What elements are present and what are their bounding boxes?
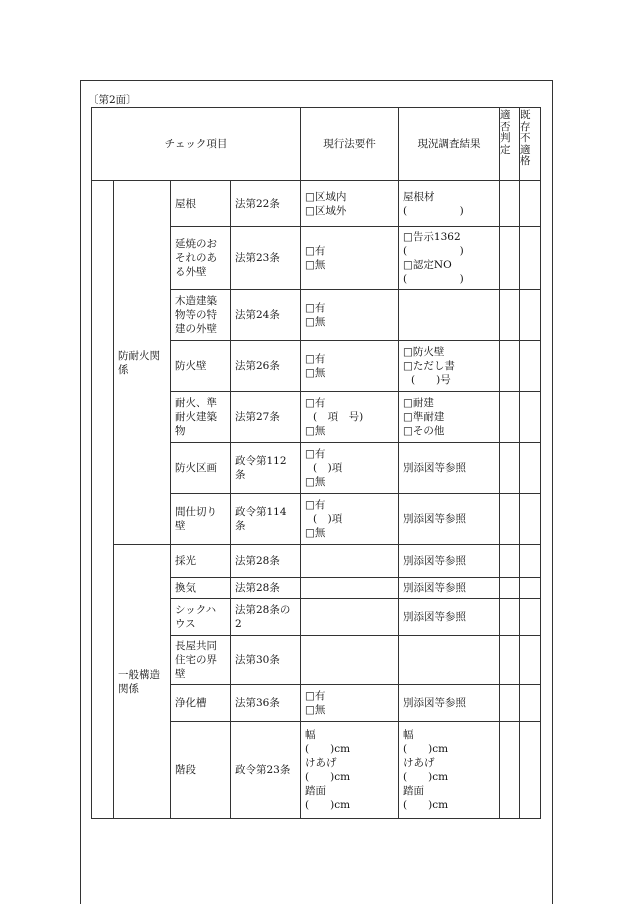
header-existing: 既存不適格 — [520, 108, 541, 181]
survey-result — [399, 494, 500, 545]
survey-result — [399, 636, 500, 685]
section-fire: 防耐火関係 — [114, 181, 171, 545]
cell-line: ( ) — [403, 204, 464, 217]
cell-line: 別添図等参照 — [403, 555, 466, 567]
cell-line: □無 — [305, 704, 326, 716]
existing-cell[interactable] — [520, 636, 541, 685]
legal-requirement — [301, 181, 399, 227]
check-row — [92, 181, 541, 227]
check-row — [92, 545, 541, 578]
judgment-cell[interactable] — [500, 599, 520, 636]
cell-line: □有 — [305, 302, 326, 314]
header-survey: 現況調査結果 — [399, 108, 500, 181]
check-item: 間仕切り壁 — [171, 494, 231, 545]
existing-cell[interactable] — [520, 685, 541, 722]
survey-result — [399, 392, 500, 443]
law-article: 法第23条 — [231, 227, 301, 290]
cell-line: けあげ — [305, 757, 337, 769]
judgment-cell[interactable] — [500, 443, 520, 494]
header-legal: 現行法要件 — [301, 108, 399, 181]
legal-requirement — [301, 443, 399, 494]
check-item: 防火区画 — [171, 443, 231, 494]
survey-result — [399, 685, 500, 722]
law-article: 政令第114条 — [231, 494, 301, 545]
law-article: 法第22条 — [231, 181, 301, 227]
legal-requirement — [301, 685, 399, 722]
check-item: 防火壁 — [171, 341, 231, 392]
legal-requirement — [301, 494, 399, 545]
cell-line: ( ) — [403, 245, 464, 257]
survey-result — [399, 290, 500, 341]
existing-cell[interactable] — [520, 227, 541, 290]
survey-result — [399, 722, 500, 819]
check-item: 長屋共同住宅の界壁 — [171, 636, 231, 685]
legal-requirement — [301, 341, 399, 392]
cell-line: ( )cm — [305, 799, 351, 811]
cell-line: □区域内 — [305, 190, 347, 203]
cell-line: 別添図等参照 — [403, 697, 466, 709]
cell-line: ( )号 — [411, 374, 451, 386]
law-article: 法第30条 — [231, 636, 301, 685]
legal-requirement — [301, 227, 399, 290]
cell-line: □ただし書 — [403, 360, 455, 372]
existing-cell[interactable] — [520, 181, 541, 227]
check-item: 耐火、準耐火建築物 — [171, 392, 231, 443]
cell-line: ( )cm — [305, 743, 351, 755]
cell-line: ( 項 号) — [313, 411, 364, 423]
judgment-cell[interactable] — [500, 685, 520, 722]
check-item: 延焼のおそれのある外壁 — [171, 227, 231, 290]
cell-line: □無 — [305, 476, 326, 488]
cell-line: けあげ — [403, 757, 435, 769]
cell-line: 幅 — [403, 729, 414, 741]
cell-line: □その他 — [403, 425, 445, 437]
cell-line: 別添図等参照 — [403, 611, 466, 623]
cell-line: □無 — [305, 425, 326, 437]
outer-blank-cell — [92, 181, 114, 819]
cell-line: 屋根材 — [403, 190, 435, 203]
law-article: 法第24条 — [231, 290, 301, 341]
law-article: 政令第23条 — [231, 722, 301, 819]
judgment-cell[interactable] — [500, 227, 520, 290]
cell-line: ( )項 — [313, 513, 343, 525]
law-article: 法第28条の2 — [231, 599, 301, 636]
cell-line: ( ) — [403, 273, 464, 285]
judgment-cell[interactable] — [500, 181, 520, 227]
existing-cell[interactable] — [520, 290, 541, 341]
legal-requirement — [301, 290, 399, 341]
existing-cell[interactable] — [520, 392, 541, 443]
cell-line: □有 — [305, 245, 326, 257]
law-article: 法第27条 — [231, 392, 301, 443]
check-item: 浄化槽 — [171, 685, 231, 722]
cell-line: □準耐建 — [403, 411, 445, 423]
cell-line: ( )cm — [403, 771, 449, 783]
section-general: 一般構造関係 — [114, 545, 171, 819]
existing-cell[interactable] — [520, 722, 541, 819]
check-item: 屋根 — [171, 181, 231, 227]
survey-result — [399, 181, 500, 227]
survey-result — [399, 227, 500, 290]
judgment-cell[interactable] — [500, 341, 520, 392]
judgment-cell[interactable] — [500, 545, 520, 578]
existing-cell[interactable] — [520, 578, 541, 599]
cell-line: □無 — [305, 259, 326, 271]
cell-line: □有 — [305, 448, 326, 460]
existing-cell[interactable] — [520, 443, 541, 494]
cell-line: □区域外 — [305, 204, 347, 217]
judgment-cell[interactable] — [500, 392, 520, 443]
existing-cell[interactable] — [520, 494, 541, 545]
law-article: 法第28条 — [231, 545, 301, 578]
law-article: 法第36条 — [231, 685, 301, 722]
legal-requirement — [301, 636, 399, 685]
legal-requirement — [301, 545, 399, 578]
cell-line: □有 — [305, 499, 326, 511]
judgment-cell[interactable] — [500, 722, 520, 819]
survey-result — [399, 443, 500, 494]
existing-cell[interactable] — [520, 599, 541, 636]
cell-line: □有 — [305, 690, 326, 702]
survey-result — [399, 545, 500, 578]
cell-line: □無 — [305, 316, 326, 328]
cell-line: 別添図等参照 — [403, 513, 466, 525]
cell-line: □防火壁 — [403, 346, 445, 358]
existing-cell[interactable] — [520, 341, 541, 392]
law-article: 政令第112条 — [231, 443, 301, 494]
legal-requirement — [301, 722, 399, 819]
cell-line: ( )cm — [305, 771, 351, 783]
header-row — [92, 108, 541, 181]
cell-line: 踏面 — [305, 785, 326, 797]
page-label: 〔第2面〕 — [88, 94, 137, 106]
cell-line: 別添図等参照 — [403, 582, 466, 594]
cell-line: □有 — [305, 353, 326, 365]
cell-line: □告示1362 — [403, 231, 461, 243]
legal-requirement — [301, 392, 399, 443]
check-item: 木造建築物等の特建の外壁 — [171, 290, 231, 341]
judgment-cell[interactable] — [500, 578, 520, 599]
judgment-cell[interactable] — [500, 290, 520, 341]
survey-result — [399, 599, 500, 636]
cell-line: □無 — [305, 527, 326, 539]
survey-result — [399, 341, 500, 392]
cell-line: □認定NO — [403, 259, 452, 271]
header-check-item: チェック項目 — [92, 108, 301, 181]
cell-line: □耐建 — [403, 397, 434, 409]
judgment-cell[interactable] — [500, 494, 520, 545]
check-item: 階段 — [171, 722, 231, 819]
check-item: シックハウス — [171, 599, 231, 636]
cell-line: □無 — [305, 367, 326, 379]
cell-line: 幅 — [305, 729, 316, 741]
judgment-cell[interactable] — [500, 636, 520, 685]
cell-line: □有 — [305, 397, 326, 409]
legal-requirement — [301, 578, 399, 599]
survey-result — [399, 578, 500, 599]
cell-line: ( )cm — [403, 743, 449, 755]
check-item: 採光 — [171, 545, 231, 578]
cell-line: ( )cm — [403, 799, 449, 811]
legal-requirement — [301, 599, 399, 636]
cell-line: 別添図等参照 — [403, 462, 466, 474]
header-judgment: 適否判定 — [500, 108, 520, 181]
check-table — [91, 107, 541, 819]
cell-line: 踏面 — [403, 785, 424, 797]
law-article: 法第26条 — [231, 341, 301, 392]
cell-line: ( )項 — [313, 462, 343, 474]
existing-cell[interactable] — [520, 545, 541, 578]
check-item: 換気 — [171, 578, 231, 599]
law-article: 法第28条 — [231, 578, 301, 599]
